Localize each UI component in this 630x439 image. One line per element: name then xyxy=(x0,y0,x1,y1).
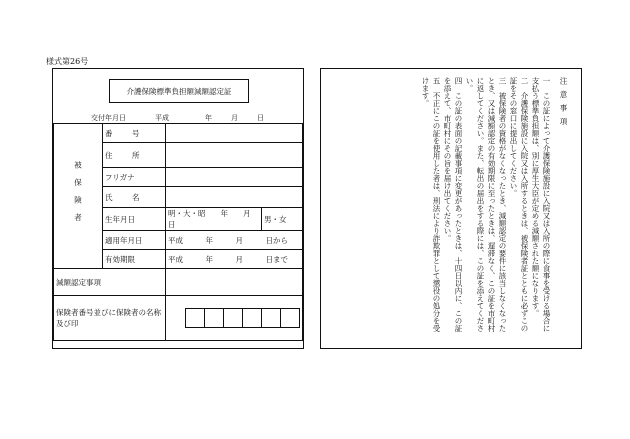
digit-box[interactable] xyxy=(242,308,262,328)
row-label-birthdate: 生年月日 xyxy=(103,208,166,231)
issue-day: 日 xyxy=(257,114,264,122)
insurer-label: 保険者番号並びに保険者の名称及び印 xyxy=(54,296,166,341)
issue-month: 月 xyxy=(231,114,238,122)
certificate-back xyxy=(320,68,582,349)
note-4: 四 この証の表面の記載事項に変更があったときは、十四日以内に、この証を添えて、市町村にその旨を届け出てください。 xyxy=(443,77,463,332)
sex-field[interactable]: 男・女 xyxy=(262,208,303,231)
issue-date-label: 交付年月日 xyxy=(91,114,126,122)
insured-group-label: 被保険者 xyxy=(54,124,103,269)
note-3: 三 被保険者の資格がなくなったとき、減額認定の要件に該当しなくなったとき、又は減額認定の有効期限に至ったときは、遅滞なく、この証を市町村に返してください。また、転出の届出をする際には、この証を添えてください。 xyxy=(465,77,507,332)
row-label-address: 住 所 xyxy=(103,143,166,168)
reduction-field[interactable] xyxy=(166,269,303,296)
insurer-field[interactable] xyxy=(166,296,303,341)
row-label-expiry: 有効期限 xyxy=(103,250,166,269)
digit-box[interactable] xyxy=(280,308,300,328)
row-label-name: 氏 名 xyxy=(103,187,166,208)
effective-date-field[interactable]: 平成 年 月 日から xyxy=(166,231,303,250)
issue-year: 年 xyxy=(205,114,212,122)
form-number: 様式第26号 xyxy=(46,57,89,66)
digit-box[interactable] xyxy=(261,308,281,328)
certificate-front xyxy=(52,68,304,349)
notes-column xyxy=(420,77,569,339)
address-field[interactable] xyxy=(166,143,303,168)
number-field[interactable] xyxy=(166,124,303,143)
birthdate-field[interactable]: 明・大・昭 年 月 日 xyxy=(166,208,262,231)
row-label-furigana: フリガナ xyxy=(103,168,166,187)
insured-info-table xyxy=(53,123,303,341)
insurer-number-boxes xyxy=(186,308,300,328)
digit-box[interactable] xyxy=(223,308,243,328)
digit-box[interactable] xyxy=(204,308,224,328)
expiry-field[interactable]: 平成 年 月 日まで xyxy=(166,250,303,269)
reduction-label: 減額認定事項 xyxy=(54,269,166,296)
certificate-title: 介護保険標準負担額減額認定証 xyxy=(109,79,249,103)
row-label-effective-date: 適用年月日 xyxy=(103,231,166,250)
notes-heading: 注意事項 xyxy=(559,77,568,131)
issue-era: 平成 xyxy=(155,114,169,122)
row-label-number: 番 号 xyxy=(103,124,166,143)
digit-box[interactable] xyxy=(185,308,205,328)
name-field[interactable] xyxy=(166,187,303,208)
note-5: 五 不正にこの証を使用した者は、刑法により詐欺罪として懲役の処分を受けます。 xyxy=(421,77,441,332)
note-2: 二 介護保険施設に入院又は入所するときは、被保険者証とともに必ずこの証をその窓口に提出してください。 xyxy=(509,77,529,332)
furigana-field[interactable] xyxy=(166,168,303,187)
note-1: 一 この証によって介護保険施設に入院又は入所の際に食事を受ける場合に支払う標準負担額は、別に厚生大臣が定める減額された額になります。 xyxy=(531,77,551,332)
